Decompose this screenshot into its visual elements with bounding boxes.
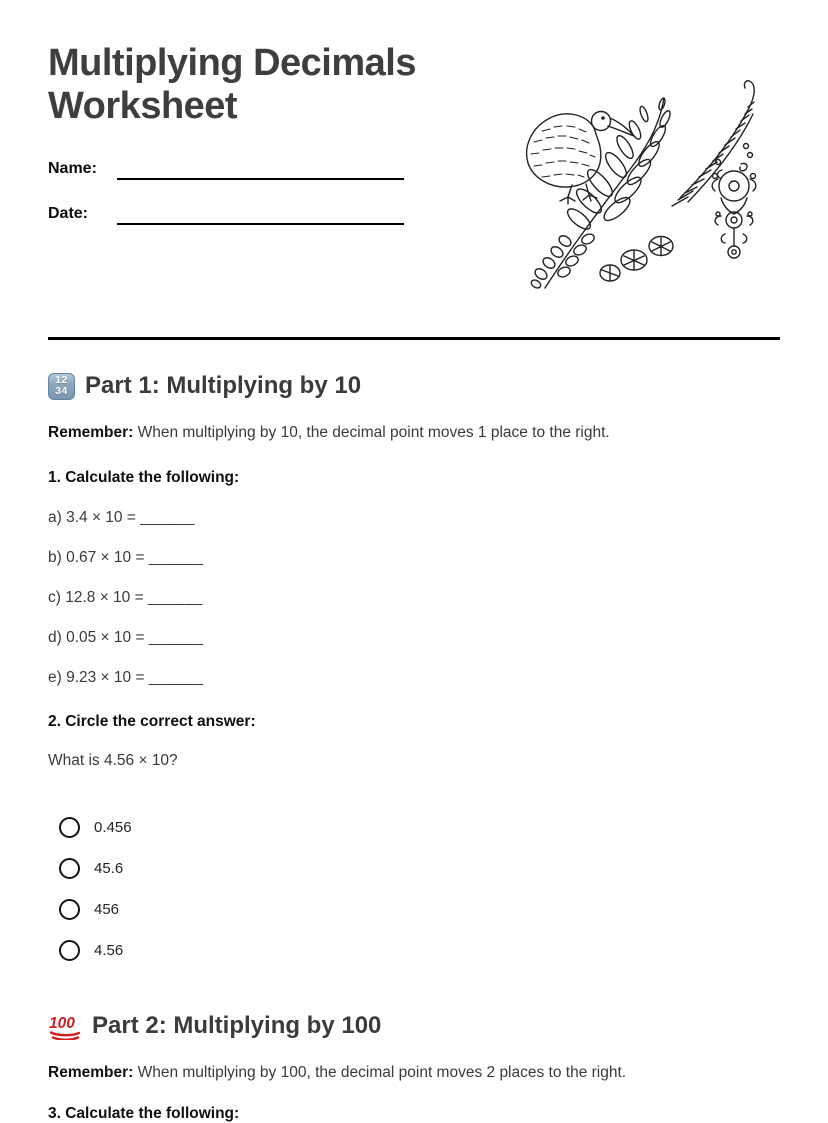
- keypad-row-top: 12: [55, 374, 68, 386]
- date-input-line[interactable]: [117, 203, 404, 225]
- option-label: 456: [94, 901, 120, 918]
- part2-remember-note: [48, 1064, 626, 1082]
- hundred-icon-text: 100: [49, 1015, 75, 1032]
- calc-item: [48, 589, 203, 607]
- remember-label: Remember:: [48, 424, 134, 441]
- question2-text: What is 4.56 × 10?: [48, 752, 178, 769]
- calc-item-text: a) 3.4 × 10 =: [48, 509, 141, 526]
- part1-remember-note: [48, 424, 610, 442]
- calc-item-text: e) 9.23 × 10 =: [48, 669, 149, 686]
- answer-blank[interactable]: ______: [147, 589, 203, 606]
- calc-item: [48, 509, 195, 527]
- question2-heading: 2. Circle the correct answer:: [48, 713, 256, 730]
- date-label: Date:: [48, 205, 89, 222]
- part2-heading-text: Part 2: Multiplying by 100: [92, 1012, 382, 1039]
- hundred-points-icon: [48, 1012, 82, 1040]
- calc-item: [48, 629, 204, 647]
- option-row[interactable]: [59, 817, 132, 838]
- worksheet-title: Multiplying Decimals Worksheet: [48, 42, 416, 128]
- name-input-line[interactable]: [117, 158, 404, 180]
- part1-heading-text: Part 1: Multiplying by 10: [85, 372, 362, 399]
- calc-item-text: d) 0.05 × 10 =: [48, 629, 149, 646]
- answer-options: [59, 817, 132, 961]
- calc-item-text: c) 12.8 × 10 =: [48, 589, 148, 606]
- option-label: 0.456: [94, 819, 132, 836]
- remember-text: When multiplying by 10, the decimal point moves 1 place to the right.: [133, 424, 610, 441]
- answer-blank[interactable]: ______: [148, 629, 204, 646]
- option-row[interactable]: [59, 899, 132, 920]
- remember-text: When multiplying by 100, the decimal point moves 2 places to the right.: [133, 1064, 627, 1081]
- option-label: 4.56: [94, 942, 124, 959]
- part1-heading: [48, 372, 361, 400]
- kiwi-fern-illustration: [522, 76, 770, 294]
- option-label: 45.6: [94, 860, 124, 877]
- answer-blank[interactable]: ______: [148, 669, 204, 686]
- answer-blank[interactable]: ______: [140, 509, 195, 526]
- question3-heading: 3. Calculate the following:: [48, 1105, 240, 1122]
- keypad-row-bottom: 34: [55, 385, 68, 397]
- option-row[interactable]: [59, 858, 132, 879]
- radio-button[interactable]: [59, 940, 80, 961]
- calc-item-text: b) 0.67 × 10 =: [48, 549, 149, 566]
- remember-label: Remember:: [48, 1064, 134, 1081]
- radio-button[interactable]: [59, 899, 80, 920]
- name-label: Name:: [48, 160, 97, 177]
- question1-heading: 1. Calculate the following:: [48, 469, 240, 486]
- date-field-row: [48, 203, 404, 225]
- calc-item: [48, 669, 204, 687]
- name-field-row: [48, 158, 404, 180]
- input-numbers-icon: [48, 373, 75, 400]
- radio-button[interactable]: [59, 858, 80, 879]
- section-divider: [48, 337, 780, 340]
- radio-button[interactable]: [59, 817, 80, 838]
- option-row[interactable]: [59, 940, 132, 961]
- calc-item: [48, 549, 204, 567]
- part2-heading: [48, 1012, 381, 1040]
- answer-blank[interactable]: ______: [148, 549, 204, 566]
